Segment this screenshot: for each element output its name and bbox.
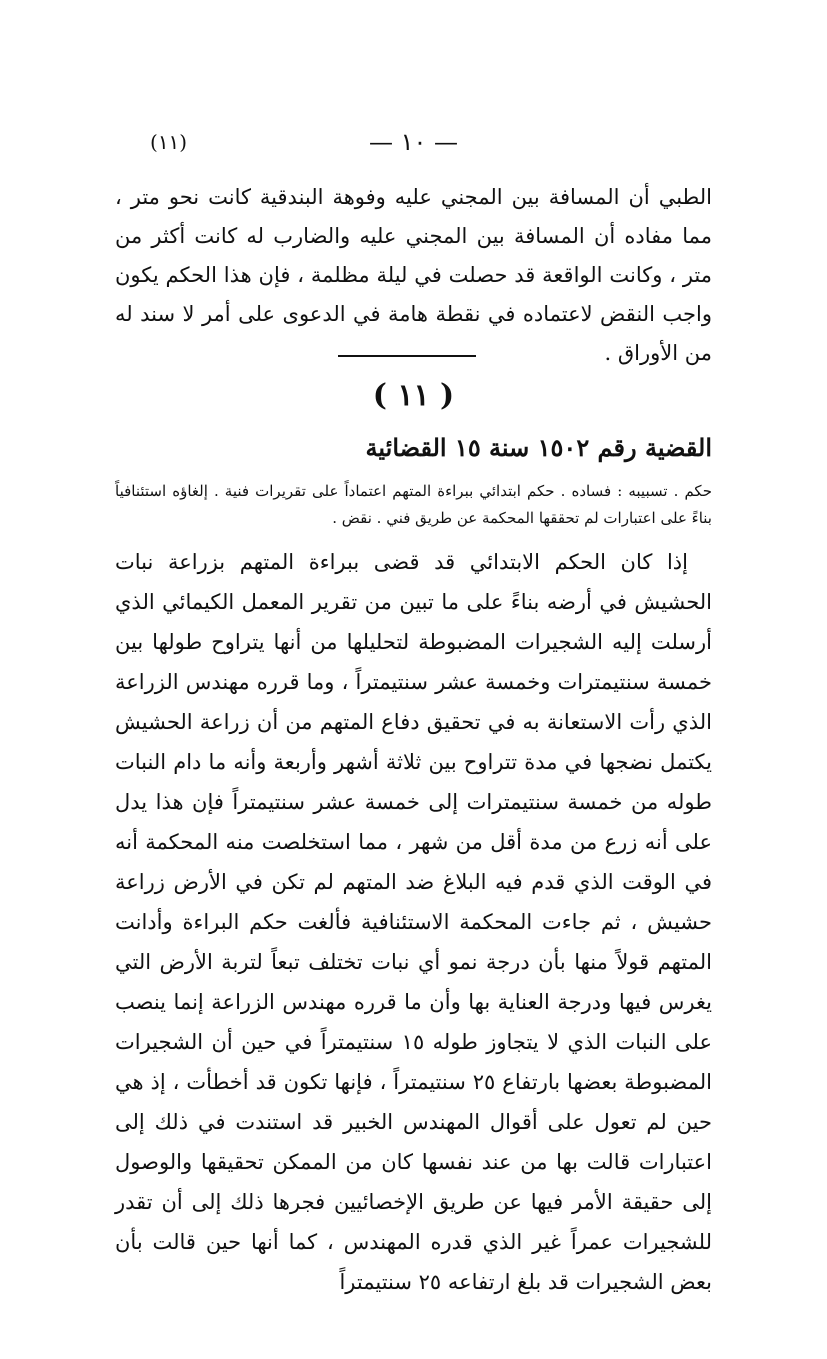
running-section-ref: (١١) [150, 130, 188, 154]
page-number: — ١٠ — [368, 128, 459, 156]
case-body-paragraph: إذا كان الحكم الابتدائي قد قضى ببراءة المتهم بزراعة نبات الحشيش في أرضه بناءً على ما تبين من تقرير المعمل الكيمائي الذي أرسلت إليه الشجيرات المضبوطة لتحليلها من أنها يتراوح طولها بين خمسة سنتيمترات وخمسة عشر سنتيمتراً ، وما قرره مهندس الزراعة الذي رأت الاستعانة به في تحقيق دفاع المتهم من أن زراعة الحشيش يكتمل نضجها في مدة تتراوح بين ثلاثة أشهر وأربعة وأنه ما دام النبات طوله من خمسة سنتيمترات إلى خمسة عشر سنتيمتراً فإن هذا يدل على أنه زرع من مدة أقل من شهر ، مما استخلصت منه المحكمة أنه في الوقت الذي قدم فيه البلاغ ضد المتهم لم تكن في الأرض زراعة حشيش ، ثم جاءت المحكمة الاستئنافية فألغت حكم البراءة وأدانت المتهم قولاً منها بأن درجة نمو أي نبات تختلف تبعاً لتربة الأرض التي يغرس فيها ودرجة العناية بها وأن ما قرره مهندس الزراعة إنما ينصب على النبات الذي لا يتجاوز طوله ١٥ سنتيمتراً في حين أن الشجيرات المضبوطة بعضها بارتفاع ٢٥ سنتيمتراً ، فإنها تكون قد أخطأت ، إذ هي حين لم تعول على أقوال المهندس الخبير قد استندت في ذلك إلى اعتبارات قالت بها من عند نفسها كان من الممكن تحقيقها والوصول إلى حقيقة الأمر فيها عن طريق الإخصائيين فجرها ذلك إلى أن تقدر للشجيرات عمراً غير الذي قدره المهندس ، كما أنها حين قالت بأن بعض الشجيرات قد بلغ ارتفاعه ٢٥ سنتيمتراً [115, 550, 713, 1294]
case-title: القضية رقم ١٥٠٢ سنة ١٥ القضائية [365, 433, 712, 462]
page-header [110, 128, 717, 160]
case-number-heading: ( ١١ ) [372, 378, 455, 413]
case-summary: حكم . تسبيبه : فساده . حكم ابتدائي ببراءة المتهم اعتماداً على تقريرات فنية . إلغاؤه استئنافياً بناءً على اعتبارات لم تحققها المحكمة عن طريق فني . نقض . [115, 482, 712, 527]
section-divider [338, 355, 476, 357]
continued-paragraph: الطبي أن المسافة بين المجني عليه وفوهة البندقية كانت نحو متر ، مما مفاده أن المسافة بين المجني عليه والضارب له كانت أكثر من متر ، وكانت الواقعة قد حصلت في ليلة مظلمة ، فإن هذا الحكم يكون واجب النقض لاعتماده في نقطة هامة في الدعوى على أمر لا سند له من الأوراق . [115, 185, 712, 365]
